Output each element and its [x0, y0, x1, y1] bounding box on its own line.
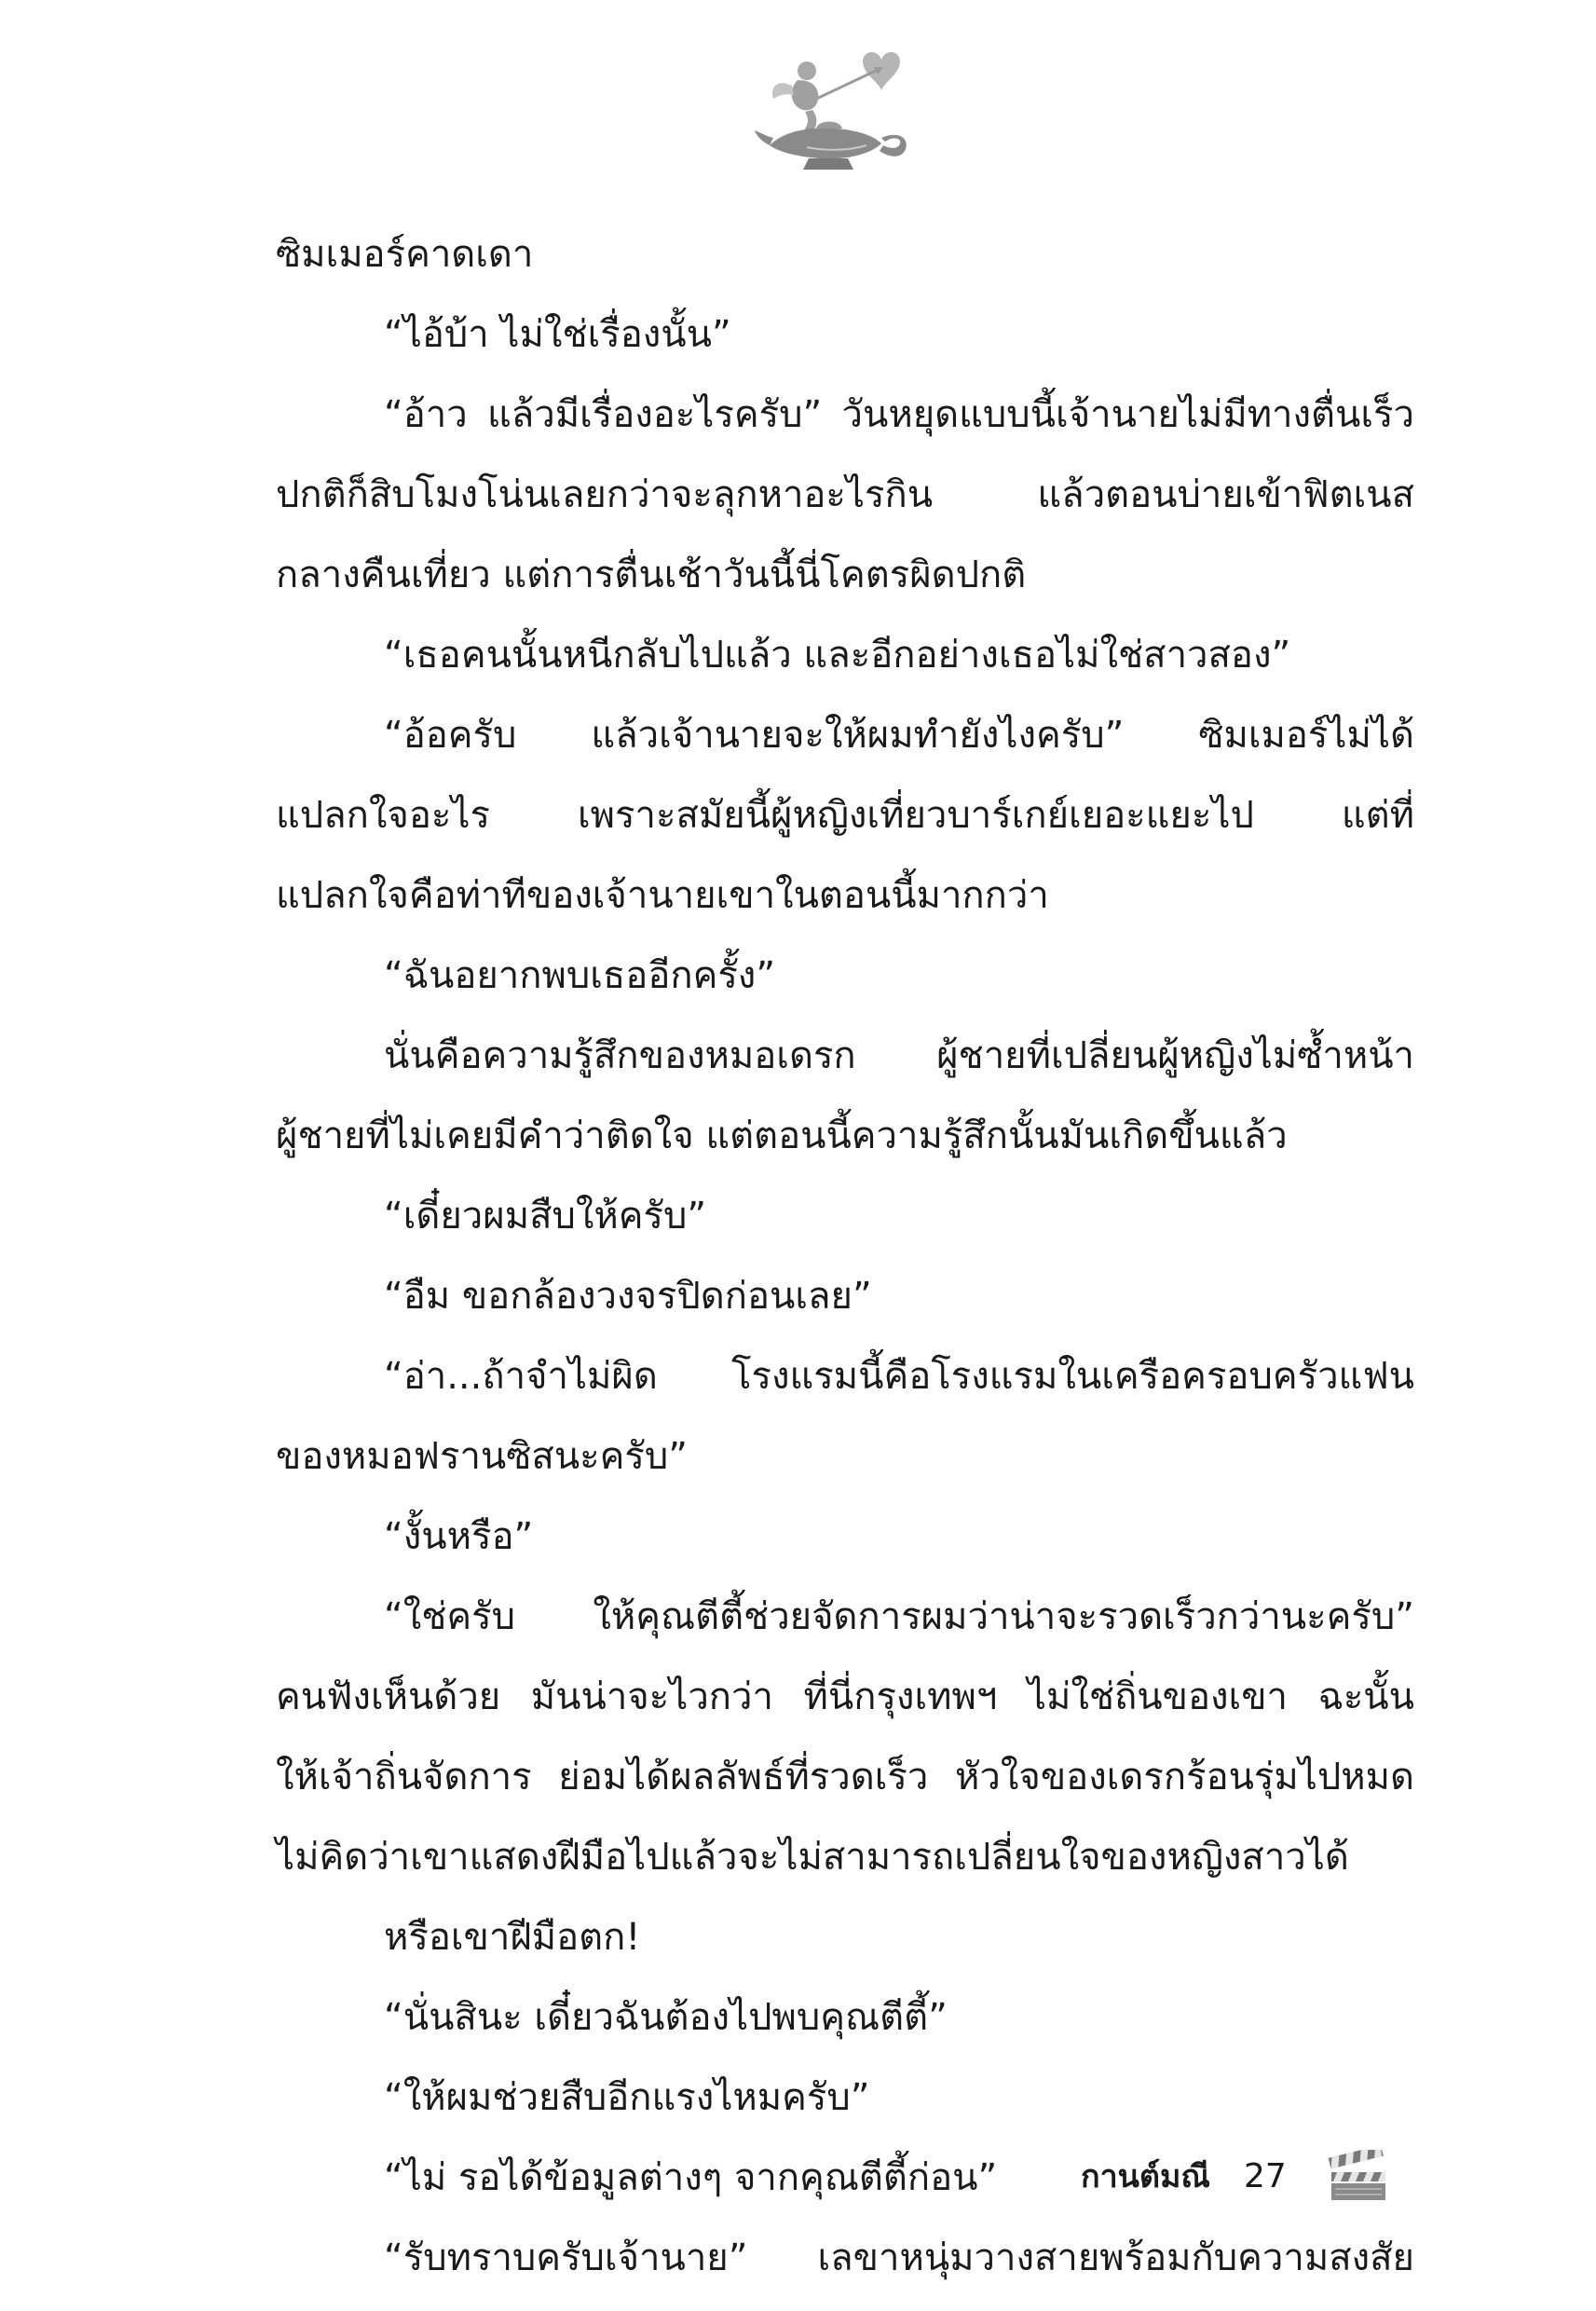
page-number: 27: [1243, 2156, 1287, 2195]
paragraph-line: “ฉันอยากพบเธออีกครั้ง”: [384, 954, 776, 997]
page-footer: [1081, 2148, 1389, 2204]
paragraph-line: “อ้าว แล้วมีเรื่องอะไรครับ” วันหยุดแบบนี้เจ้านายไม่มีทางตื่นเร็ว: [384, 393, 1414, 436]
paragraph-line: “เธอคนนั้นหนีกลับไปแล้ว และอีกอย่างเธอไม่ใช่สาวสอง”: [384, 634, 1291, 677]
paragraph-line: นั่นคือความรู้สึกของหมอเดรก ผู้ชายที่เปลี่ยนผู้หญิงไม่ซ้ำหน้า: [384, 1034, 1414, 1077]
paragraph-line: ของหมอฟรานซิสนะครับ”: [276, 1435, 689, 1478]
paragraph-line: “งั้นหรือ”: [384, 1515, 534, 1558]
paragraph-line: “นั่นสินะ เดี๋ยวฉันต้องไปพบคุณตีตี้”: [384, 1996, 948, 2039]
paragraph-line: “อืม ขอกล้องวงจรปิดก่อนเลย”: [384, 1275, 872, 1318]
paragraph-line: หรือเขาฝีมือตก!: [384, 1916, 641, 1959]
genie-lamp-cupid-icon: [751, 45, 917, 177]
film-clapper-icon: [1328, 2150, 1389, 2202]
paragraph-line: กลางคืนเที่ยว แต่การตื่นเช้าวันนี้นี่โคตรผิดปกติ: [276, 554, 1027, 596]
paragraph-line: “อ่า...ถ้าจำไม่ผิด โรงแรมนี้คือโรงแรมในเครือครอบครัวแฟน: [384, 1355, 1414, 1398]
paragraph-line: ให้เจ้าถิ่นจัดการ ย่อมได้ผลลัพธ์ที่รวดเร็ว หัวใจของเดรกร้อนรุ่มไปหมด: [276, 1756, 1414, 1798]
paragraph-line: ปกติก็สิบโมงโน่นเลยกว่าจะลุกหาอะไรกิน แล้วตอนบ่ายเข้าฟิตเนส: [276, 473, 1414, 516]
paragraph-line: “ไอ้บ้า ไม่ใช่เรื่องนั้น”: [384, 313, 731, 356]
paragraph-line: ไม่คิดว่าเขาแสดงฝีมือไปแล้วจะไม่สามารถเปลี่ยนใจของหญิงสาวได้: [276, 1836, 1349, 1879]
paragraph-line: ผู้ชายที่ไม่เคยมีคำว่าติดใจ แต่ตอนนี้ความรู้สึกนั้นมันเกิดขึ้นแล้ว: [276, 1114, 1288, 1157]
book-title: กานต์มณี: [1081, 2158, 1210, 2195]
paragraph-line: แปลกใจอะไร เพราะสมัยนี้ผู้หญิงเที่ยวบาร์เกย์เยอะแยะไป แต่ที่: [276, 794, 1414, 837]
chapter-body: [276, 214, 1414, 2298]
paragraph-line: “ไม่ รอได้ข้อมูลต่างๆ จากคุณตีตี้ก่อน”: [384, 2156, 998, 2199]
paragraph-line: แปลกใจคือท่าทีของเจ้านายเขาในตอนนี้มากกว่า: [276, 874, 1049, 917]
paragraph-line: “ให้ผมช่วยสืบอีกแรงไหมครับ”: [384, 2076, 870, 2119]
paragraph-line: คนฟังเห็นด้วย มันน่าจะไวกว่า ที่นี่กรุงเทพฯ ไม่ใช่ถิ่นของเขา ฉะนั้น: [276, 1675, 1414, 1718]
paragraph-line: ซิมเมอร์คาดเดา: [276, 233, 534, 276]
paragraph-line: “อ้อครับ แล้วเจ้านายจะให้ผมทำยังไงครับ” ซิมเมอร์ไม่ได้: [384, 714, 1414, 757]
paragraph-line: “รับทราบครับเจ้านาย” เลขาหนุ่มวางสายพร้อมกับความสงสัย: [384, 2236, 1414, 2279]
paragraph-line: “ใช่ครับ ให้คุณตีตี้ช่วยจัดการผมว่าน่าจะรวดเร็วกว่านะครับ”: [384, 1595, 1414, 1638]
paragraph-line: “เดี๋ยวผมสืบให้ครับ”: [384, 1195, 707, 1238]
